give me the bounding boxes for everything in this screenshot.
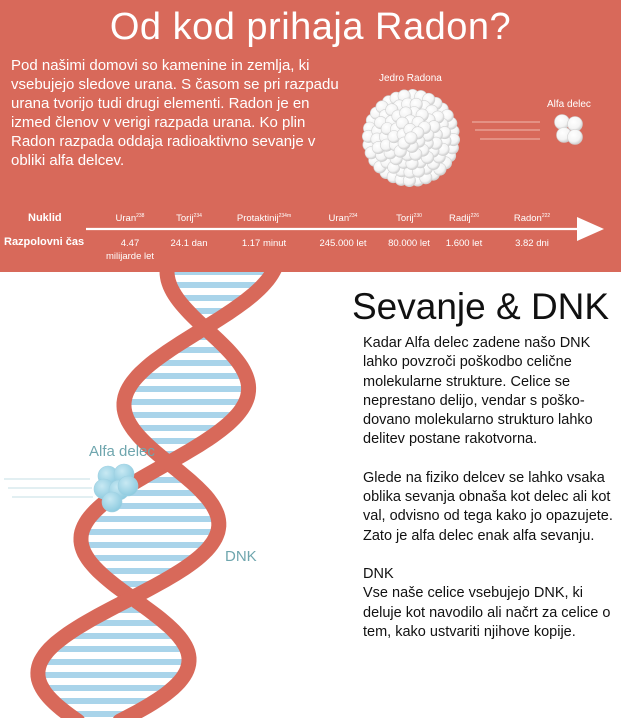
nuclide-0 (116, 213, 145, 224)
paragraph-3-title: DNK (363, 565, 394, 582)
nuclide-mass: 222 (541, 213, 551, 219)
nuclide-4 (396, 213, 422, 224)
dna-illustration (0, 272, 360, 718)
halflife-1: 24.1 dan (170, 238, 208, 249)
header-panel (0, 0, 621, 272)
nuclide-name: Radon (513, 213, 542, 225)
section-title: Sevanje & DNK (352, 286, 610, 327)
nuclide-3 (329, 213, 358, 224)
nuclide-row-label: Nuklid (28, 212, 62, 224)
alpha-label-top: Alfa delec (547, 99, 591, 110)
alpha-motion-lines (4, 479, 93, 497)
paragraph-3: Vse naše celice vsebujejo DNK, ki deluje kot navodilo ali načrt za celice o tem, kako ustvariti njihove kopije. (363, 585, 611, 640)
dna-label: DNK (225, 548, 257, 565)
alpha-label-dna: Alfa delec (89, 443, 155, 460)
section-text (363, 334, 618, 661)
nucleus-label: Jedro Radona (379, 73, 442, 84)
radon-nucleus-icon (362, 89, 459, 186)
nuclide-1 (176, 213, 202, 224)
alpha-particle-icon (555, 115, 583, 145)
page-title: Od kod prihaja Radon? (109, 6, 512, 48)
halflife-4: 80.000 let (388, 238, 430, 249)
nuclide-name: Radij (449, 213, 471, 225)
nuclide-mass: 234 (349, 213, 358, 219)
radon-decay-illustration (0, 0, 621, 272)
nuclide-name: Torij (396, 213, 414, 225)
halflife-6: 3.82 dni (515, 238, 549, 249)
paragraph-2: Glede na fiziko delcev se lahko vsaka oblika sevanja obnaša kot delec ali kot val, odvisno od tega kako jo opazujete. Zato je alfa delec enak alfa sevanju. (363, 469, 613, 544)
dna-base-pairs (38, 272, 273, 714)
nuclide-mass: 234 (193, 213, 202, 219)
nuclide-name: Torij (176, 213, 194, 225)
nuclide-mass: 226 (470, 213, 479, 219)
decay-arrow-head (577, 217, 604, 241)
motion-lines (472, 122, 540, 139)
halflife-2: 1.17 minut (241, 238, 287, 249)
nuclide-2 (237, 213, 291, 224)
nuclide-mass: 234m (278, 213, 292, 219)
halflife-3: 245.000 let (319, 238, 367, 249)
nuclide-name: Uran (328, 213, 350, 225)
nuclide-name: Protaktinij (236, 213, 279, 225)
nuclide-6 (514, 213, 550, 224)
halflife-0: 4.47 milijarde let (105, 238, 155, 262)
nuclide-name: Uran (115, 213, 137, 225)
nuclide-mass: 238 (136, 213, 145, 219)
nuclide-5 (449, 213, 479, 224)
intro-text: Pod našimi domovi so kamenine in zemlja, ki vsebujejo sledove urana. S časom se pri razpadu urana tvorijo tudi drugi elementi. Radon je en izmed členov v verigi razpada urana. Ko plin Radon razpada oddaja radioaktivno sevanje v obliki alfa delcev. (11, 57, 339, 169)
nuclide-mass: 230 (413, 213, 422, 219)
halflife-5: 1.600 let (445, 238, 483, 249)
halflife-row-label: Razpolovni čas (4, 236, 85, 248)
paragraph-1: Kadar Alfa delec zadene našo DNK lahko povzroči poškodbo celične molekularne strukture. Celice se neprestano delijo, vendar s poško-dovano molekularno strukturo lahko delitev postane rakotvorna. (363, 335, 593, 448)
